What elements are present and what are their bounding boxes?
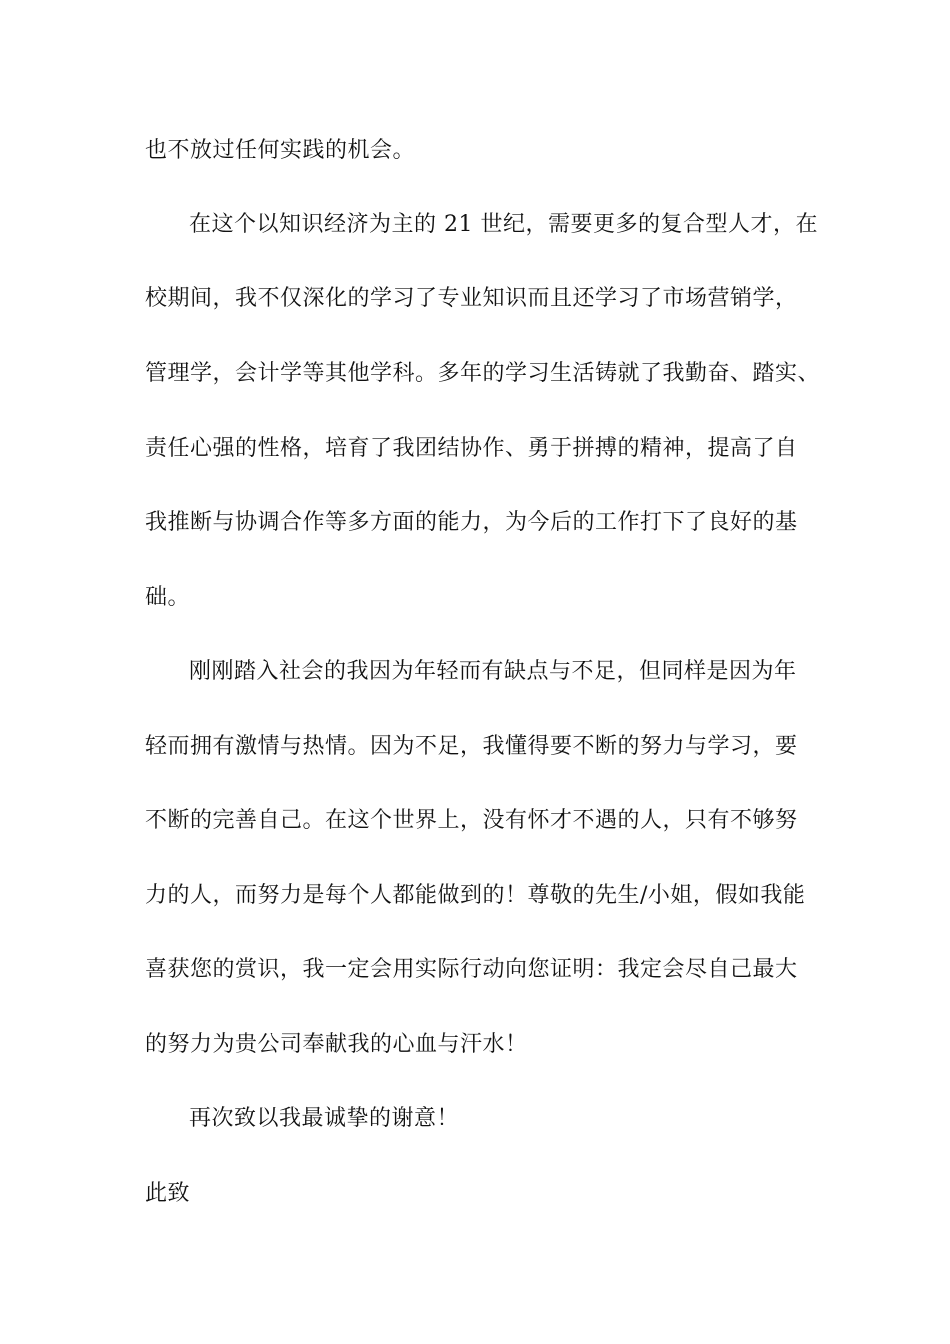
closing-thanks: 再次致以我最诚挚的谢意！ bbox=[189, 1106, 460, 1131]
text-line: 管理学，会计学等其他学科。多年的学习生活铸就了我勤奋、踏实、 bbox=[145, 361, 821, 386]
closing-salutation: 此致 bbox=[145, 1181, 191, 1206]
text-line: 也不放过任何实践的机会。 bbox=[145, 138, 416, 163]
text-line: 轻而拥有激情与热情。因为不足，我懂得要不断的努力与学习，要 bbox=[145, 734, 798, 759]
text-line: 喜获您的赏识，我一定会用实际行动向您证明：我定会尽自己最大 bbox=[145, 957, 798, 982]
text-line: 力的人，而努力是每个人都能做到的！尊敬的先生/小姐，假如我能 bbox=[145, 883, 806, 908]
text-line: 我推断与协调合作等多方面的能力，为今后的工作打下了良好的基 bbox=[145, 510, 798, 535]
paragraph-first-line: 刚刚踏入社会的我因为年轻而有缺点与不足，但同样是因为年 bbox=[189, 659, 797, 684]
text-line: 校期间，我不仅深化的学习了专业知识而且还学习了市场营销学， bbox=[145, 286, 798, 311]
paragraph-first-line: 在这个以知识经济为主的 21 世纪，需要更多的复合型人才，在 bbox=[189, 212, 818, 237]
text-line: 责任心强的性格，培育了我团结协作、勇于拼搏的精神，提高了自 bbox=[145, 436, 798, 461]
text-line: 不断的完善自己。在这个世界上，没有怀才不遇的人，只有不够努 bbox=[145, 808, 798, 833]
text-line: 的努力为贵公司奉献我的心血与汗水！ bbox=[145, 1032, 528, 1057]
text-line: 础。 bbox=[145, 585, 191, 610]
